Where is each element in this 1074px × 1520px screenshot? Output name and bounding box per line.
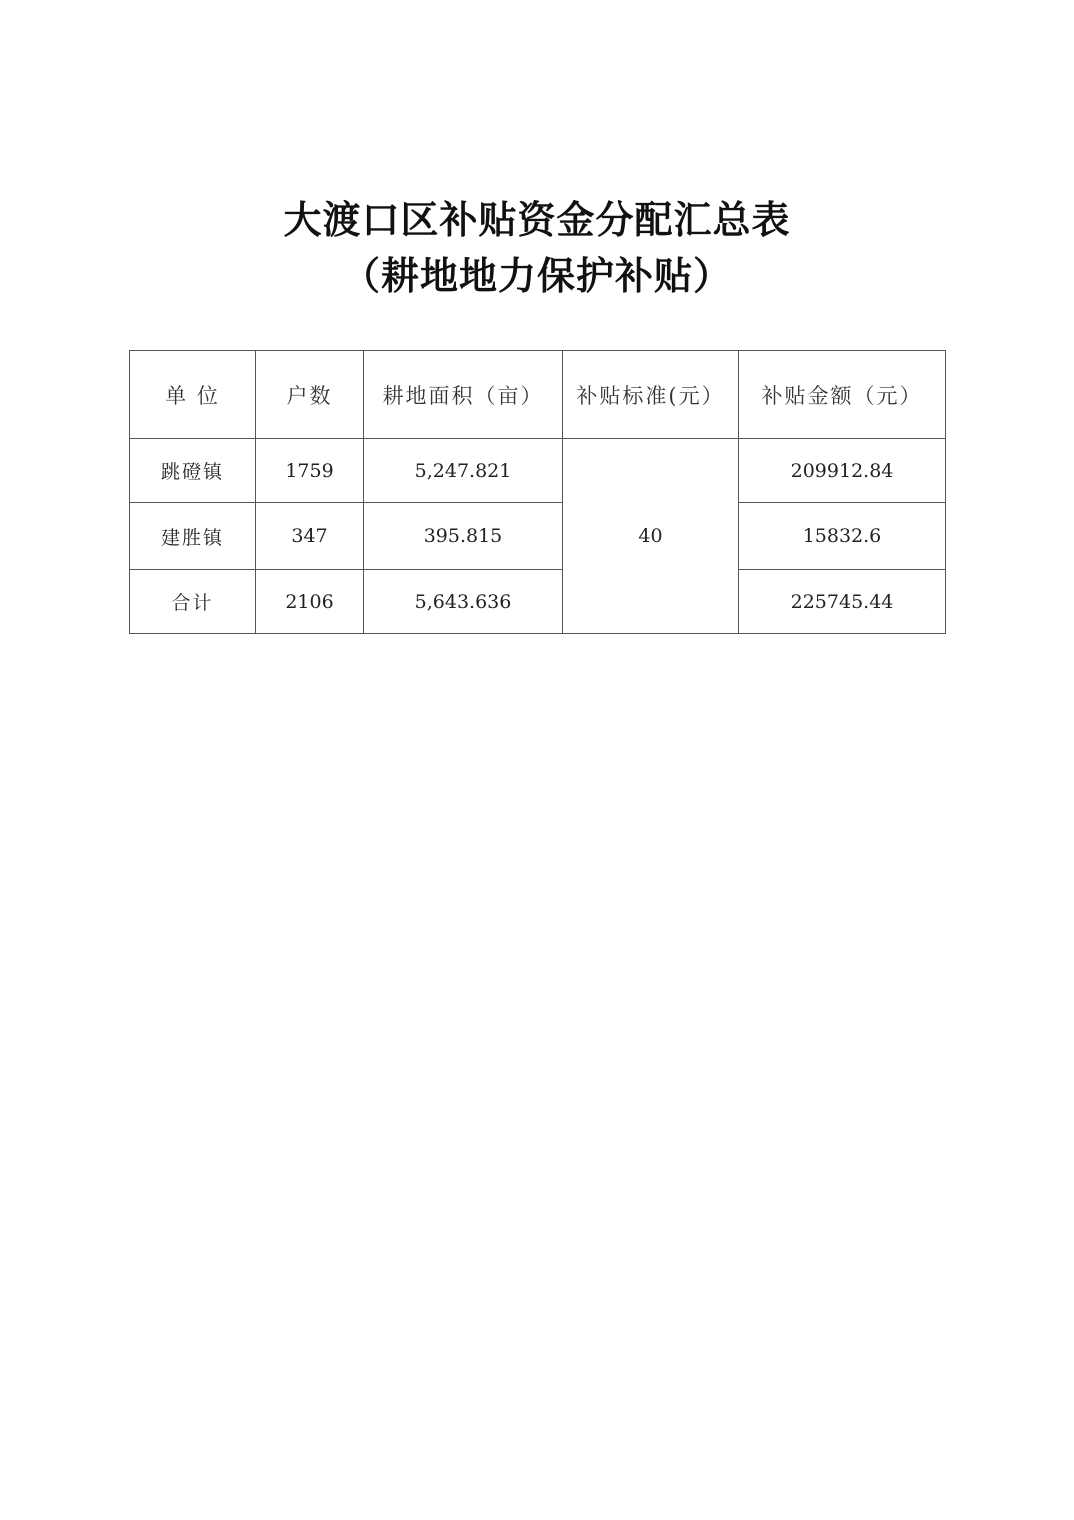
page-title: 大渡口区补贴资金分配汇总表 xyxy=(283,198,791,242)
subsidy-summary-table xyxy=(129,350,946,634)
header-unit: 单 位 xyxy=(130,351,256,439)
cell-amount: 209912.84 xyxy=(739,439,946,503)
cell-amount: 15832.6 xyxy=(739,503,946,570)
header-area: 耕地面积（亩） xyxy=(364,351,563,439)
header-amount: 补贴金额（元） xyxy=(739,351,946,439)
cell-unit: 合计 xyxy=(130,570,256,634)
cell-households: 2106 xyxy=(256,570,364,634)
table-row xyxy=(130,439,946,503)
cell-households: 1759 xyxy=(256,439,364,503)
cell-standard: 40 xyxy=(563,439,739,634)
cell-amount: 225745.44 xyxy=(739,570,946,634)
cell-area: 5,643.636 xyxy=(364,570,563,634)
title-block xyxy=(0,192,1074,304)
header-standard: 补贴标准(元） xyxy=(563,351,739,439)
table-total-row xyxy=(130,570,946,634)
table-row xyxy=(130,503,946,570)
page-subtitle: （耕地地力保护补贴） xyxy=(341,254,732,298)
cell-area: 5,247.821 xyxy=(364,439,563,503)
header-households: 户数 xyxy=(256,351,364,439)
cell-area: 395.815 xyxy=(364,503,563,570)
table-header-row xyxy=(130,351,946,439)
cell-unit: 建胜镇 xyxy=(130,503,256,570)
cell-unit: 跳磴镇 xyxy=(130,439,256,503)
cell-households: 347 xyxy=(256,503,364,570)
